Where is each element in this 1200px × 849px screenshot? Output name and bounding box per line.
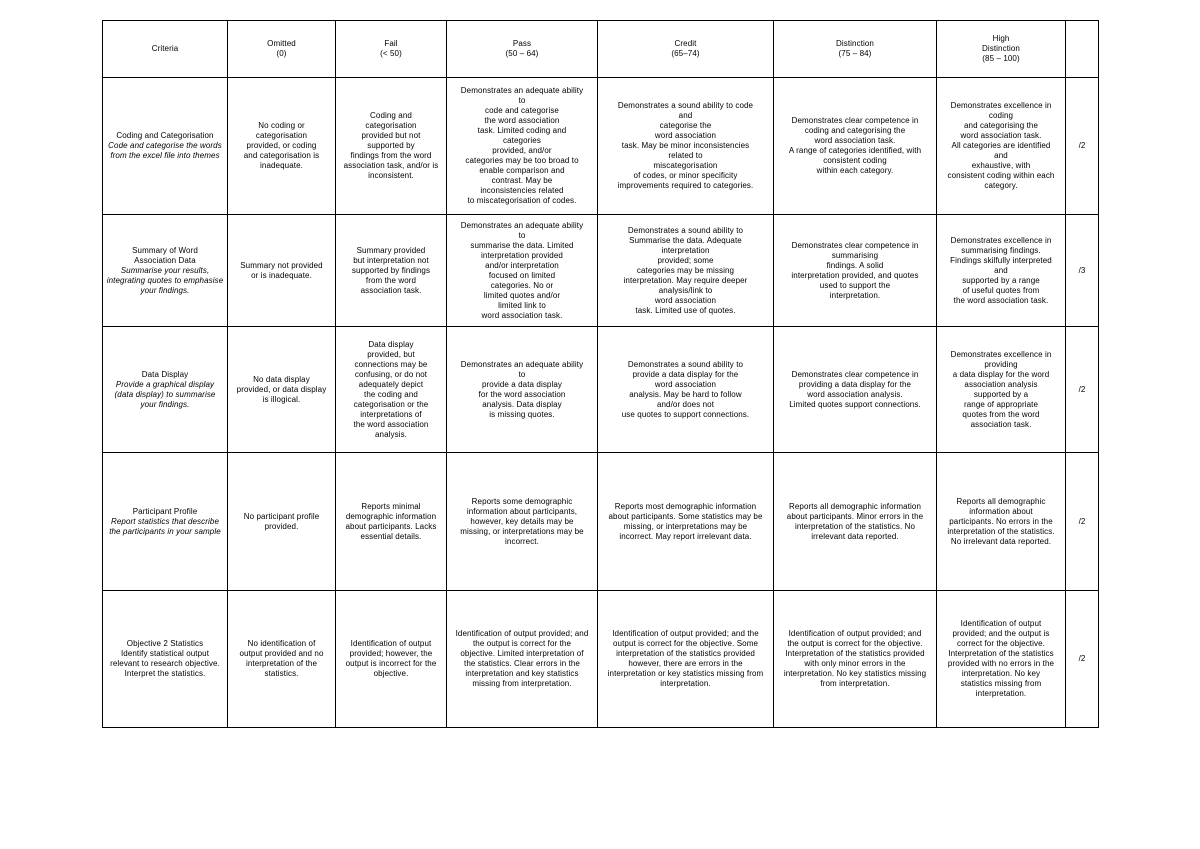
omitted-cell: No participant profile provided.: [228, 453, 336, 591]
credit-cell: Identification of output provided; and the output is correct for the objective. Some interpretation of the statistics provided however, there are errors in the interpretation or key statistics missing from interpretation.: [598, 591, 774, 728]
distinction-cell: Demonstrates clear competence in providing a data display for the word association analysis. Limited quotes support connections.: [774, 327, 937, 453]
mark-cell: /2: [1066, 327, 1099, 453]
omitted-cell: No coding or categorisation provided, or coding and categorisation is inadequate.: [228, 78, 336, 215]
rubric-row-objective-2: [103, 591, 1099, 728]
fail-cell: Data display provided, but connections may be confusing, or do not adequately depict the coding and categorisation or the interpretations of the word association analysis.: [336, 327, 447, 453]
mark-cell: /3: [1066, 215, 1099, 327]
credit-cell: Reports most demographic information about participants. Some statistics may be missing, or interpretations may be incorrect. May report irrelevant data.: [598, 453, 774, 591]
header-omitted: Omitted (0): [228, 21, 336, 78]
criteria-cell: [103, 78, 228, 215]
mark-cell: /2: [1066, 591, 1099, 728]
fail-cell: Coding and categorisation provided but not supported by findings from the word association task, and/or is inconsistent.: [336, 78, 447, 215]
header-mark: [1066, 21, 1099, 78]
rubric-row-data-display: [103, 327, 1099, 453]
distinction-cell: Demonstrates clear competence in summarising findings. A solid interpretation provided, and quotes used to support the interpretation.: [774, 215, 937, 327]
criterion-title: Objective 2 Statistics: [126, 639, 204, 648]
pass-cell: Identification of output provided; and the output is correct for the objective. Limited interpretation of the statistics. Clear errors in the interpretation and key statistics missing from interpretation.: [447, 591, 598, 728]
criterion-description: Report statistics that describe the participants in your sample: [109, 516, 221, 536]
fail-cell: Reports minimal demographic information about participants. Lacks essential details.: [336, 453, 447, 591]
omitted-cell: Summary not provided or is inadequate.: [228, 215, 336, 327]
criterion-title: Summary of Word Association Data: [132, 245, 198, 265]
mark-cell: /2: [1066, 453, 1099, 591]
pass-cell: Reports some demographic information about participants, however, key details may be missing, or interpretations may be incorrect.: [447, 453, 598, 591]
fail-cell: Summary provided but interpretation not supported by findings from the word association task.: [336, 215, 447, 327]
pass-cell: Demonstrates an adequate ability to code and categorise the word association task. Limited coding and categories provided, and/or categories may be too broad to enable comparison and contrast. May be inconsistencies related to miscategorisation of codes.: [447, 78, 598, 215]
header-distinction: Distinction (75 – 84): [774, 21, 937, 78]
header-pass: Pass (50 – 64): [447, 21, 598, 78]
high-distinction-cell: Reports all demographic information about participants. No errors in the interpretation of the statistics. No irrelevant data reported.: [937, 453, 1066, 591]
criterion-description: Code and categorise the words from the excel file into themes: [108, 141, 222, 160]
omitted-cell: No data display provided, or data display is illogical.: [228, 327, 336, 453]
marking-rubric-table: [102, 20, 1099, 728]
criterion-description: Identify statistical output relevant to research objective. Interpret the statistics.: [110, 649, 220, 678]
header-high-distinction: High Distinction (85 – 100): [937, 21, 1066, 78]
high-distinction-cell: Demonstrates excellence in summarising findings. Findings skilfully interpreted and supported by a range of useful quotes from the word association task.: [937, 215, 1066, 327]
rubric-row-participant-profile: [103, 453, 1099, 591]
omitted-cell: No identification of output provided and no interpretation of the statistics.: [228, 591, 336, 728]
header-fail: Fail (< 50): [336, 21, 447, 78]
credit-cell: Demonstrates a sound ability to provide a data display for the word association analysis. May be hard to follow and/or does not use quotes to support connections.: [598, 327, 774, 453]
distinction-cell: Reports all demographic information about participants. Minor errors in the interpretation of the statistics. No irrelevant data reported.: [774, 453, 937, 591]
rubric-row-summary: [103, 215, 1099, 327]
distinction-cell: Demonstrates clear competence in coding and categorising the word association task. A range of categories identified, with consistent coding within each category.: [774, 78, 937, 215]
header-credit: Credit (65–74): [598, 21, 774, 78]
rubric-row-coding: [103, 78, 1099, 215]
criteria-cell: [103, 591, 228, 728]
mark-cell: /2: [1066, 78, 1099, 215]
criteria-cell: [103, 453, 228, 591]
distinction-cell: Identification of output provided; and the output is correct for the objective. Interpretation of the statistics provided with only minor errors in the interpretation. No key statistics missing from interpretation.: [774, 591, 937, 728]
criterion-title: Participant Profile: [132, 506, 198, 516]
high-distinction-cell: Demonstrates excellence in coding and categorising the word association task. All categories are identified and exhaustive, with consistent coding within each category.: [937, 78, 1066, 215]
pass-cell: Demonstrates an adequate ability to provide a data display for the word association analysis. Data display is missing quotes.: [447, 327, 598, 453]
criteria-cell: [103, 215, 228, 327]
credit-cell: Demonstrates a sound ability to Summarise the data. Adequate interpretation provided; some categories may be missing interpretation. May require deeper analysis/link to word association task. Limited use of quotes.: [598, 215, 774, 327]
criterion-title: Data Display: [141, 369, 189, 379]
criterion-description: Summarise your results, integrating quotes to emphasise your findings.: [106, 265, 224, 295]
pass-cell: Demonstrates an adequate ability to summarise the data. Limited interpretation provided and/or interpretation focused on limited categories. No or limited quotes and/or limited link to word association task.: [447, 215, 598, 327]
criterion-description: Provide a graphical display (data display) to summarise your findings.: [114, 379, 216, 409]
header-criteria: Criteria: [103, 21, 228, 78]
header-row: [103, 21, 1099, 78]
high-distinction-cell: Identification of output provided; and the output is correct for the objective. Interpretation of the statistics provided with no errors in the interpretation. No key statistics missing from interpretation.: [937, 591, 1066, 728]
criterion-title: Coding and Categorisation: [116, 131, 214, 140]
fail-cell: Identification of output provided; however, the output is incorrect for the objective.: [336, 591, 447, 728]
credit-cell: Demonstrates a sound ability to code and categorise the word association task. May be minor inconsistencies related to miscategorisation of codes, or minor specificity improvements required to categories.: [598, 78, 774, 215]
high-distinction-cell: Demonstrates excellence in providing a data display for the word association analysis supported by a range of appropriate quotes from the word association task.: [937, 327, 1066, 453]
criteria-cell: [103, 327, 228, 453]
